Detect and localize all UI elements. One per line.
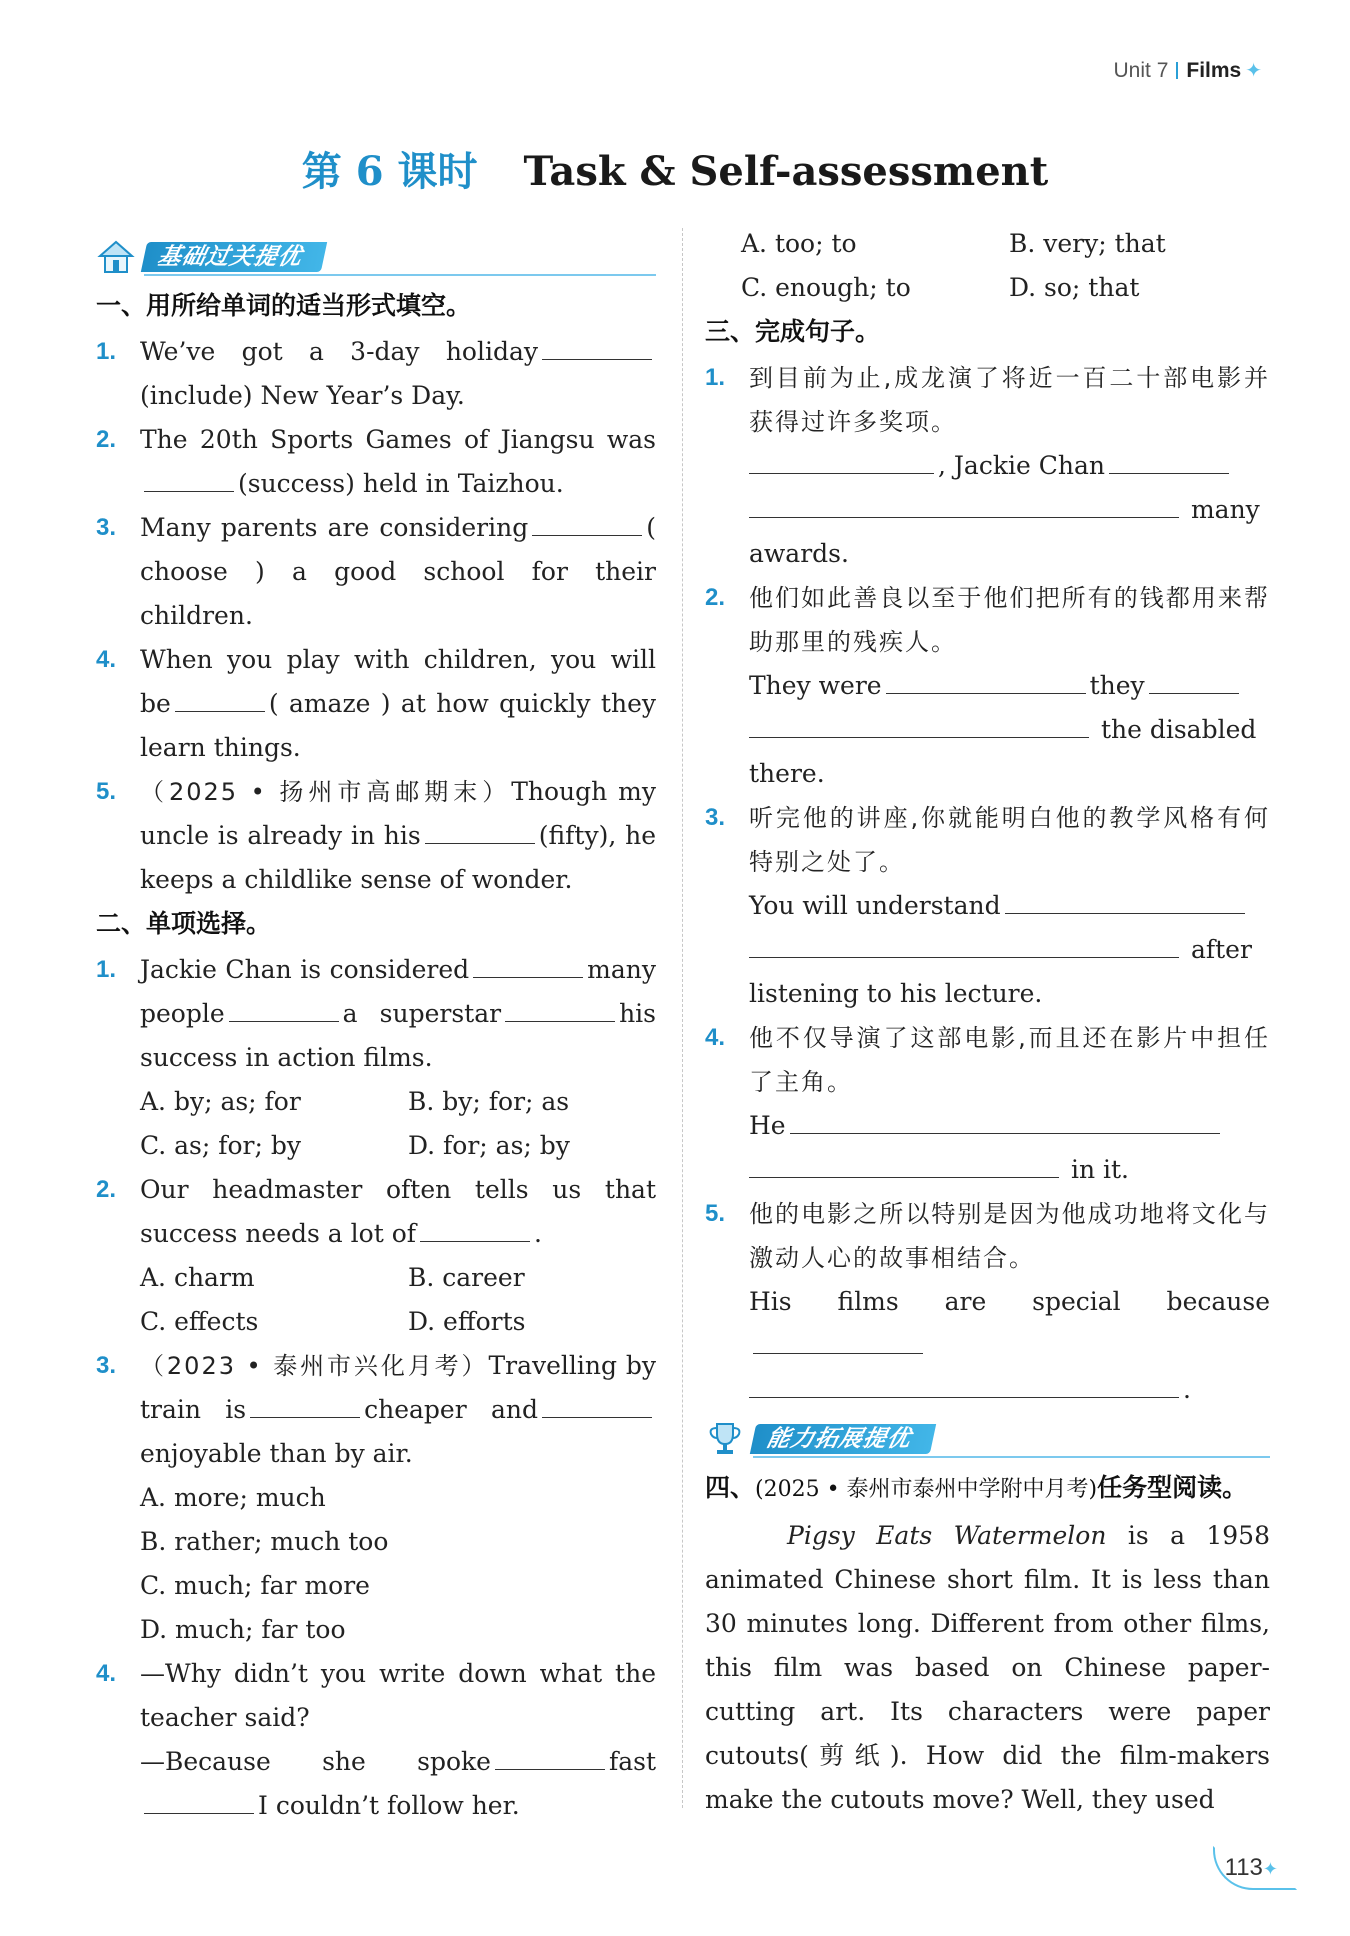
option-b[interactable]: B. rather; much too: [140, 1527, 389, 1556]
answer-blank[interactable]: [473, 951, 583, 978]
answer-blank[interactable]: [1149, 667, 1239, 694]
fill-question-5: 5. （2025 • 扬州市高邮期末）Though my uncle is already in his (fifty), he keeps a childlike sense of wonder.: [96, 777, 657, 894]
header-separator: [1176, 62, 1178, 79]
option-b[interactable]: B. career: [408, 1263, 525, 1292]
translate-question-2: 2. 他们如此善良以至于他们把所有的钱都用来帮助那里的残疾人。 They were they the disabled there.: [705, 584, 1270, 788]
choice-question-3: 3. （2023 • 泰州市兴化月考）Travelling by train is cheaper andenjoyable than by air.: [96, 1351, 656, 1468]
answer-blank[interactable]: [749, 491, 1179, 518]
translate-question-1: 1. 到目前为止,成龙演了将近一百二十部电影并获得过许多奖项。 , Jackie Chan many awards.: [705, 364, 1270, 568]
answer-blank[interactable]: [542, 333, 652, 360]
answer-blank[interactable]: [749, 931, 1179, 958]
reading-passage: Pigsy Eats Watermelon is a 1958 animated Chinese short film. It is less than 30 minutes long. Different from other films, this film was based on Chinese paper-cutting art. Its characters were paper cutouts(剪纸). How did the film-makers make the cutouts move? Well, they used: [705, 1521, 1270, 1814]
fill-question-2: 2. The 20th Sports Games of Jiangsu was(success) held in Taizhou.: [96, 425, 656, 498]
option-c[interactable]: C. much; far more: [140, 1571, 370, 1600]
banner-underline: [144, 274, 656, 276]
answer-blank[interactable]: [753, 1327, 923, 1354]
section-four-heading: 四、(2025 • 泰州市泰州中学附中月考)任务型阅读。: [705, 1473, 1248, 1502]
question-source: （2025 • 扬州市高邮期末）: [140, 778, 512, 806]
answer-blank[interactable]: [542, 1391, 652, 1418]
page-number: 113✦: [1225, 1854, 1278, 1882]
answer-blank[interactable]: [749, 1371, 1179, 1398]
column-divider: [682, 228, 683, 1808]
answer-blank[interactable]: [532, 509, 642, 536]
lesson-title: Task & Self-assessment: [523, 148, 1049, 195]
answer-blank[interactable]: [749, 447, 934, 474]
choice-options: [96, 1256, 656, 1344]
banner-underline: [753, 1456, 1270, 1458]
fill-question-3: 3. Many parents are considering ( choose ) a good school for their children.: [96, 506, 656, 638]
option-a[interactable]: A. more; much: [140, 1483, 326, 1512]
sparkle-icon: ✦: [1245, 60, 1262, 82]
answer-blank[interactable]: [495, 1743, 605, 1770]
answer-blank[interactable]: [420, 1215, 530, 1242]
option-a[interactable]: A. by; as; for: [140, 1087, 301, 1116]
option-c[interactable]: C. as; for; by: [140, 1131, 301, 1160]
answer-blank[interactable]: [175, 685, 265, 712]
answer-blank[interactable]: [425, 817, 535, 844]
basic-section-tag: 基础过关提优: [141, 242, 327, 272]
option-d[interactable]: D. so; that: [1009, 273, 1140, 302]
sparkle-icon: ✦: [1262, 1859, 1278, 1879]
trophy-icon: [705, 1420, 745, 1458]
ability-section-banner: [705, 1418, 1270, 1462]
answer-blank[interactable]: [144, 465, 234, 492]
translate-question-3: 3. 听完他的讲座,你就能明白他的教学风格有何特别之处了。 You will understand after listening to his lecture.: [705, 804, 1270, 1008]
lesson-number: 第 6 课时: [301, 148, 478, 195]
option-d[interactable]: D. efforts: [408, 1307, 526, 1336]
option-b[interactable]: B. by; for; as: [408, 1087, 570, 1116]
choice-options: [96, 1080, 656, 1168]
choice-question-2: 2. Our headmaster often tells us that success needs a lot of .: [96, 1175, 656, 1248]
question-source: (2025 • 泰州市泰州中学附中月考): [755, 1477, 1098, 1502]
answer-blank[interactable]: [250, 1391, 360, 1418]
fill-question-4: 4. When you play with children, you will be ( amaze ) at how quickly they learn things.: [96, 645, 656, 762]
page-title: [0, 140, 1350, 197]
choice-question-1: 1. Jackie Chan is considered many people a superstar his success in action films.: [96, 948, 656, 1080]
answer-blank[interactable]: [790, 1107, 1220, 1134]
option-d[interactable]: D. much; far too: [140, 1615, 346, 1644]
unit-title: Films: [1186, 59, 1242, 82]
answer-blank[interactable]: [886, 667, 1086, 694]
choice-options: [705, 222, 1270, 310]
unit-label: Unit 7: [1113, 59, 1169, 82]
option-a[interactable]: A. too; to: [741, 229, 857, 258]
answer-blank[interactable]: [505, 995, 615, 1022]
section-two-heading: 二、单项选择。: [96, 909, 272, 938]
answer-blank[interactable]: [749, 1151, 1059, 1178]
page-header: [1114, 58, 1262, 83]
question-source: （2023 • 泰州市兴化月考）: [140, 1352, 489, 1380]
left-column: [96, 236, 656, 1828]
house-icon: [96, 238, 136, 276]
film-title: Pigsy Eats Watermelon: [787, 1521, 1107, 1550]
translate-question-5: 5. 他的电影之所以特别是因为他成功地将文化与激动人心的故事相结合。 His films are special because .: [705, 1200, 1270, 1404]
answer-blank[interactable]: [1109, 447, 1229, 474]
option-c[interactable]: C. effects: [140, 1307, 259, 1336]
option-b[interactable]: B. very; that: [1009, 229, 1166, 258]
page-number-arc: [1213, 1846, 1297, 1890]
section-one-heading: 一、用所给单词的适当形式填空。: [96, 291, 472, 320]
answer-blank[interactable]: [144, 1787, 254, 1814]
basic-section-banner: [96, 236, 656, 280]
option-d[interactable]: D. for; as; by: [408, 1131, 570, 1160]
fill-question-1: 1. We’ve got a 3-day holiday(include) New Year’s Day.: [96, 330, 656, 418]
translate-question-4: 4. 他不仅导演了这部电影,而且还在影片中担任了主角。 He in it.: [705, 1024, 1270, 1184]
answer-blank[interactable]: [229, 995, 339, 1022]
option-c[interactable]: C. enough; to: [741, 273, 911, 302]
section-three-heading: 三、完成句子。: [705, 317, 881, 346]
choice-options: [96, 1476, 656, 1652]
answer-blank[interactable]: [749, 711, 1089, 738]
option-a[interactable]: A. charm: [140, 1263, 255, 1292]
right-column: [705, 222, 1270, 1822]
ability-section-tag: 能力拓展提优: [750, 1424, 936, 1454]
answer-blank[interactable]: [1005, 887, 1245, 914]
choice-question-4: 4. —Why didn’t you write down what the teacher said? —Because she spoke fastI couldn’t follow her.: [96, 1659, 656, 1820]
